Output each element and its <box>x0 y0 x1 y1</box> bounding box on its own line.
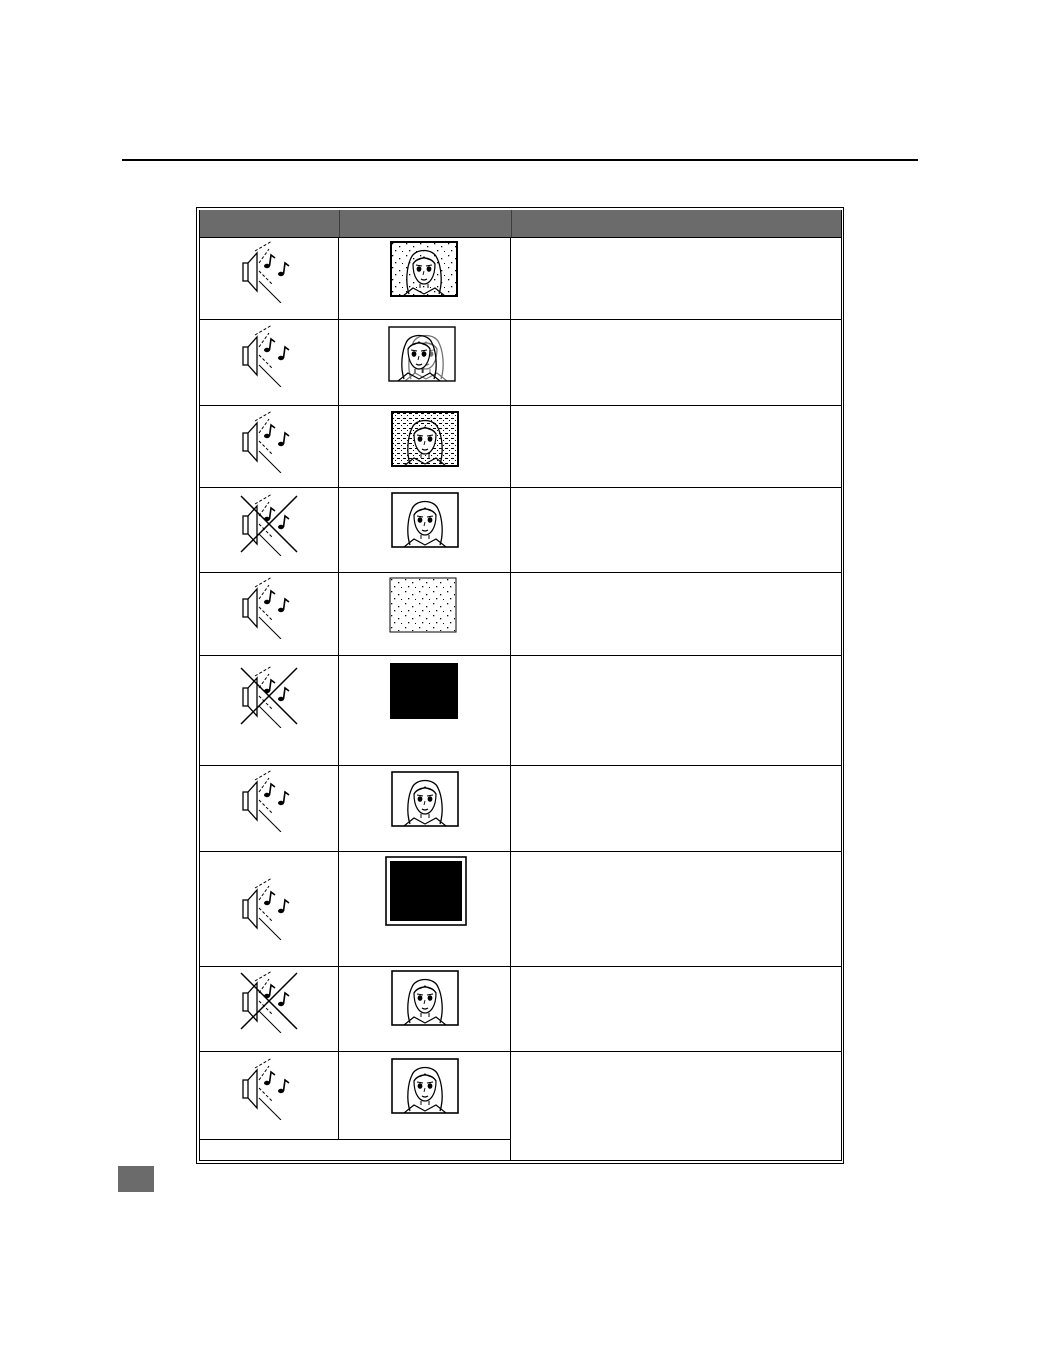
speaker-icon <box>239 878 299 940</box>
col-divider-1 <box>338 237 339 1139</box>
snow-face-icon <box>390 241 458 297</box>
speaker-icon <box>239 241 299 303</box>
header-sound <box>199 210 339 237</box>
speaker-muted-icon <box>239 971 299 1033</box>
speaker-icon <box>239 577 299 639</box>
top-rule <box>122 159 918 161</box>
snow-screen-icon <box>389 577 457 633</box>
normal-face-icon <box>391 970 459 1026</box>
normal-face-icon <box>391 771 459 827</box>
normal-face-icon <box>391 492 459 548</box>
normal-face-icon <box>391 1058 459 1114</box>
speaker-muted-icon <box>239 666 299 728</box>
troubleshooting-table <box>196 207 844 1164</box>
speaker-muted-icon <box>239 494 299 556</box>
black-screen-icon <box>390 663 458 719</box>
page-number-badge <box>118 1166 154 1192</box>
speaker-icon <box>239 411 299 473</box>
black-framed-screen-icon <box>385 856 467 926</box>
col-divider-2 <box>510 237 511 1160</box>
speaker-icon <box>239 770 299 832</box>
table-note <box>199 1142 510 1160</box>
header-description <box>512 210 841 237</box>
interference-face-icon <box>391 411 459 467</box>
table-header <box>199 210 841 237</box>
header-picture <box>340 210 511 237</box>
ghost-face-icon <box>388 326 456 382</box>
speaker-icon <box>239 325 299 387</box>
speaker-icon <box>239 1058 299 1120</box>
